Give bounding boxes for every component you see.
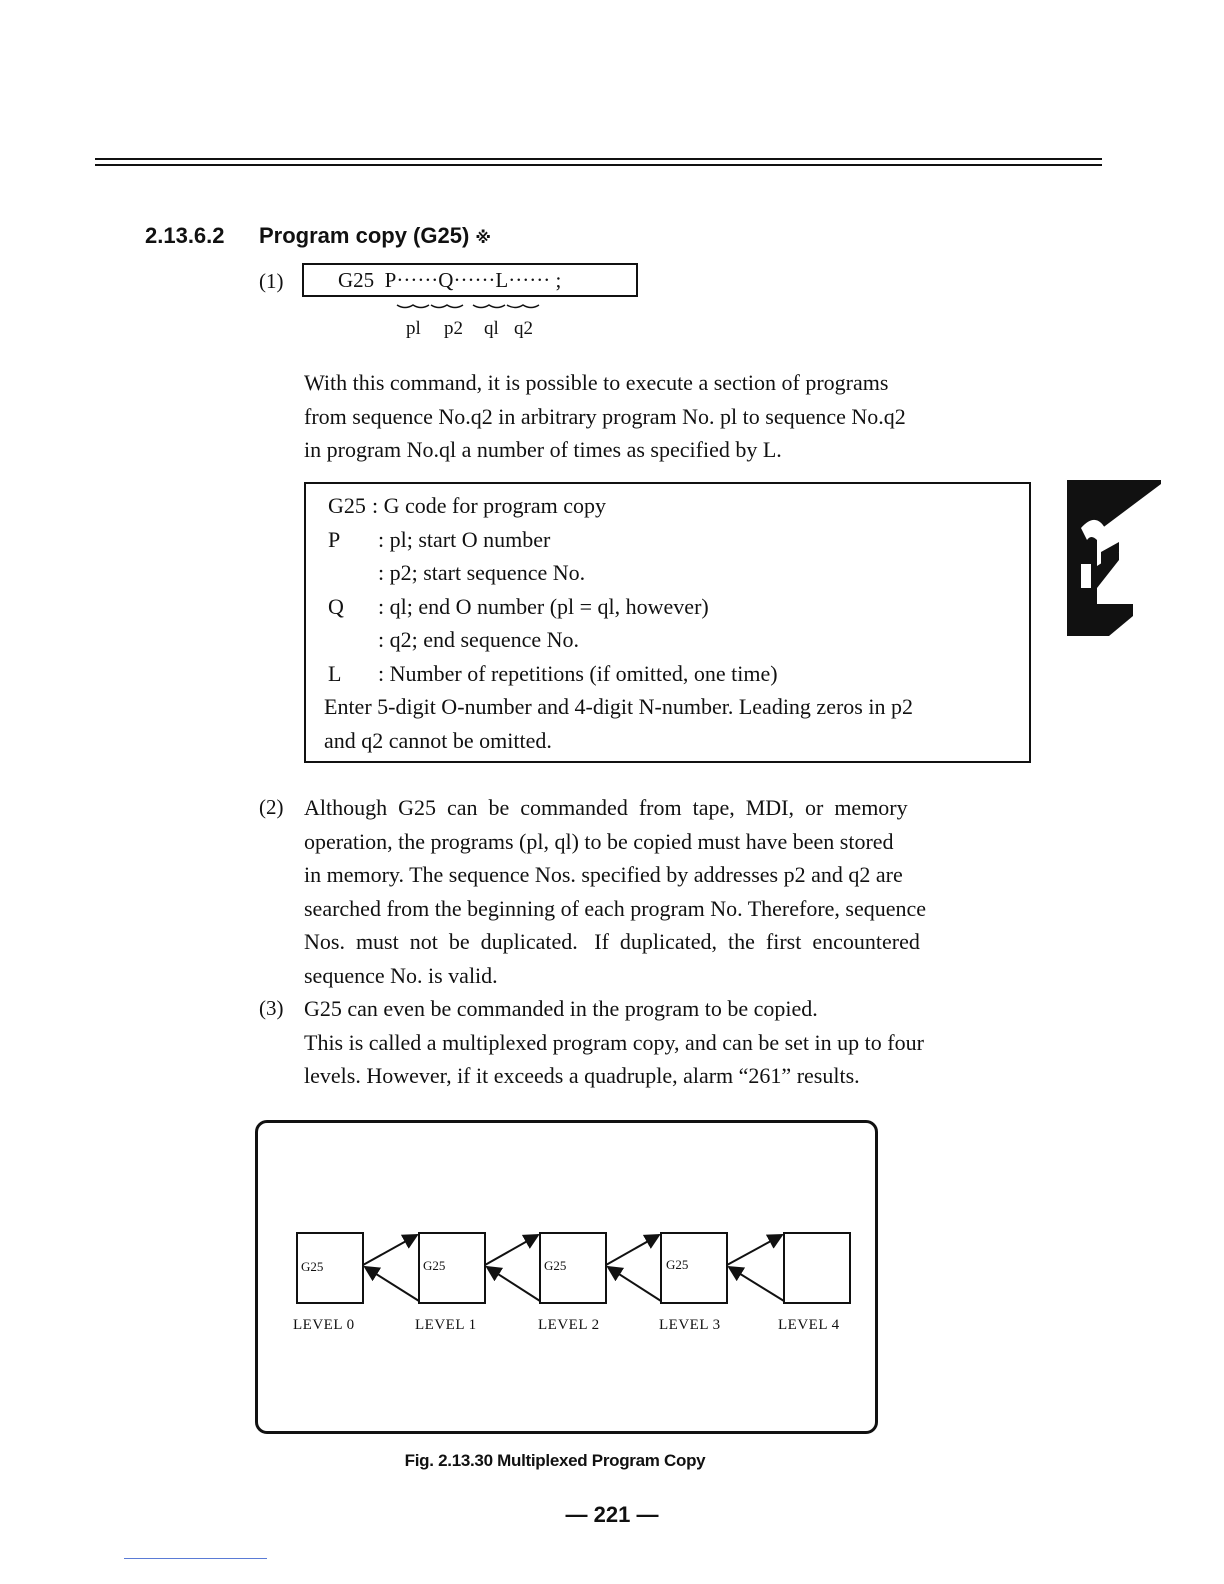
footer-rule	[124, 1558, 267, 1559]
definition-row	[328, 489, 1018, 523]
definitions-list	[324, 489, 1018, 757]
item-3-line: G25 can even be commanded in the program to be copied.	[304, 996, 818, 1021]
command-format-box	[302, 263, 638, 297]
section-title	[259, 223, 491, 249]
level-2-box-label: G25	[544, 1258, 567, 1273]
item-2-line: Although G25 can be commanded from tape, MDI, or memory	[304, 795, 908, 820]
item-2-number: (2)	[259, 795, 284, 819]
definition-row	[328, 523, 1018, 557]
definition-row	[328, 590, 1018, 624]
sub-label-p1: pl	[406, 318, 421, 339]
definition-key: L	[328, 660, 342, 686]
section-mark: ※	[475, 230, 491, 247]
definition-text: : pl; start O number	[378, 526, 551, 552]
item-3-line: This is called a multiplexed program copy, and can be set in up to four	[304, 1029, 924, 1055]
intro-paragraph	[304, 366, 1044, 467]
definitions-box	[304, 482, 1031, 763]
item-2-line: in memory. The sequence Nos. specified by addresses p2 and q2 are	[304, 862, 903, 888]
intro-line: from sequence No.q2 in arbitrary program No. pl to sequence No.q2	[304, 403, 906, 429]
call-arrow-1-2	[485, 1235, 538, 1265]
page-number: — 221 —	[565, 1502, 659, 1527]
item-1-number: (1)	[259, 269, 284, 293]
level-3-box-label: G25	[666, 1257, 689, 1272]
definition-row	[328, 556, 1018, 590]
definition-row	[328, 623, 1018, 657]
level-0-label: LEVEL 0	[293, 1317, 355, 1333]
figure-caption: Fig. 2.13.30 Multiplexed Program Copy	[404, 1451, 706, 1470]
call-arrow-0-1	[363, 1235, 417, 1265]
sub-label-q1: ql	[484, 318, 499, 339]
return-arrow-3-2	[608, 1267, 661, 1301]
header-rule-bottom	[95, 164, 1102, 166]
command-brace-marks	[395, 300, 545, 314]
return-arrow-4-3	[729, 1267, 784, 1301]
call-arrow-2-3	[606, 1235, 659, 1265]
level-4-box	[784, 1233, 850, 1303]
definition-key: P	[328, 526, 341, 552]
item-2-line: sequence No. is valid.	[304, 962, 498, 988]
return-arrow-1-0	[365, 1267, 419, 1301]
section-number: 2.13.6.2	[145, 223, 225, 248]
item-2-line: operation, the programs (pl, ql) to be copied must have been stored	[304, 828, 894, 854]
definition-text: : q2; end sequence No.	[378, 627, 579, 652]
return-arrow-2-1	[487, 1267, 540, 1301]
definition-text: : G code for program copy	[372, 493, 606, 518]
item-3-paragraph	[304, 992, 1044, 1093]
definition-text: : p2; start sequence No.	[378, 560, 586, 585]
call-arrow-3-4	[727, 1235, 782, 1265]
intro-line: With this command, it is possible to execute a section of programs	[304, 370, 889, 395]
level-0-box-label: G25	[301, 1259, 324, 1274]
level-4-label: LEVEL 4	[778, 1317, 840, 1333]
section-title-text: Program copy (G25)	[259, 223, 470, 248]
intro-line: in program No.ql a number of times as specified by L.	[304, 437, 782, 463]
sub-label-q2: q2	[514, 318, 533, 339]
definition-text: : ql; end O number (pl = ql, however)	[378, 593, 709, 619]
command-format-text: G25 P······Q······L······ ;	[338, 268, 562, 292]
sub-label-p2: p2	[444, 318, 463, 339]
level-3-label: LEVEL 3	[659, 1317, 721, 1333]
chapter-tab-2	[967, 380, 1161, 636]
header-rule-top	[95, 158, 1102, 160]
definition-key: G25	[328, 493, 366, 518]
level-1-box-label: G25	[423, 1258, 446, 1273]
multiplex-diagram	[255, 1120, 878, 1434]
item-2-line: Nos. must not be duplicated. If duplicated, the first encountered	[304, 929, 920, 955]
definition-row	[328, 657, 1018, 691]
item-2-line: searched from the beginning of each program No. Therefore, sequence	[304, 895, 927, 921]
item-2-paragraph	[304, 791, 1044, 993]
item-3-line: levels. However, if it exceeds a quadruple, alarm “261” results.	[304, 1063, 860, 1089]
chapter-tab-label: 2	[967, 380, 968, 381]
definition-note-line: Enter 5-digit O-number and 4-digit N-number. Leading zeros in p2	[324, 694, 913, 719]
level-1-label: LEVEL 1	[415, 1317, 477, 1333]
level-2-label: LEVEL 2	[538, 1317, 600, 1333]
definition-text: : Number of repetitions (if omitted, one time)	[378, 660, 778, 686]
definition-note-line: and q2 cannot be omitted.	[324, 727, 552, 753]
definition-key: Q	[328, 593, 344, 619]
item-3-number: (3)	[259, 996, 284, 1020]
